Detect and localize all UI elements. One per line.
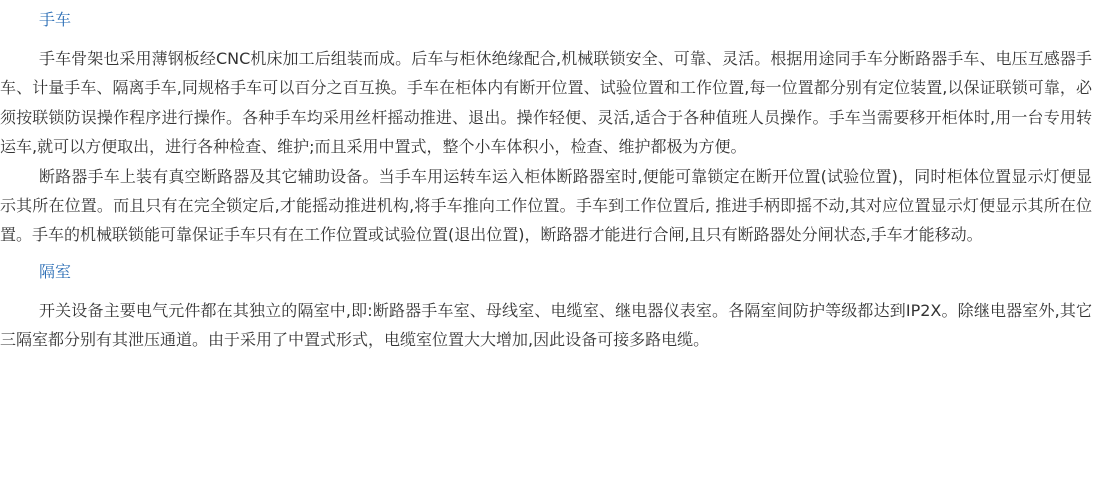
section-heading-compartment: 隔室: [39, 261, 72, 281]
handcart-paragraph-1: 手车骨架也采用薄钢板经CNC机床加工后组装而成。后车与柜休绝缘配合,机械联锁安全、可靠、灵活。根据用途同手车分断路器手车、电压互感器手车、计量手车、隔离手车,同规格手车可以百分之百互换。手车在柜体内有断开位置、试验位置和工作位置,每一位置都分别有定位装置,以保证联锁可靠，必须按联锁防误操作程序进行操作。各种手车均采用丝杆摇动推进、退出。操作轻便、灵活,适合于各种值班人员操作。手车当需要移开柜体时,用一台专用转运车,就可以方便取出，进行各种检查、维护;而且采用中置式，整个小车体积小，检查、维护都极为方便。: [0, 49, 1092, 157]
section-heading-handcart: 手车: [39, 10, 72, 29]
compartment-paragraph-1: 开关设备主要电气元件都在其独立的隔室中,即:断路器手车室、母线室、电缆室、继电器仪表室。各隔室间防护等级都达到IP2X。除继电器室外,其它三隔室都分别有其泄压通道。由于采用了中置式形式，电缆室位置大大增加,因此设备可接多路电缆。: [0, 300, 1092, 350]
handcart-paragraph-2: 断路器手车上装有真空断路器及其它辅助设备。当手车用运转车运入柜体断路器室时,便能可靠锁定在断开位置(试验位置)，同时柜体位置显示灯便显示其所在位置。而且只有在完全锁定后,才能摇动推进机构,将手车推向工作位置。手车到工作位置后, 推进手柄即摇不动,其对应位置显示灯便显示其所在位置。手车的机械联锁能可靠保证手车只有在工作位置或试验位置(退出位置)，断路器才能进行合闸,且只有断路器处分闸状态,手车才能移动。: [0, 166, 1092, 245]
